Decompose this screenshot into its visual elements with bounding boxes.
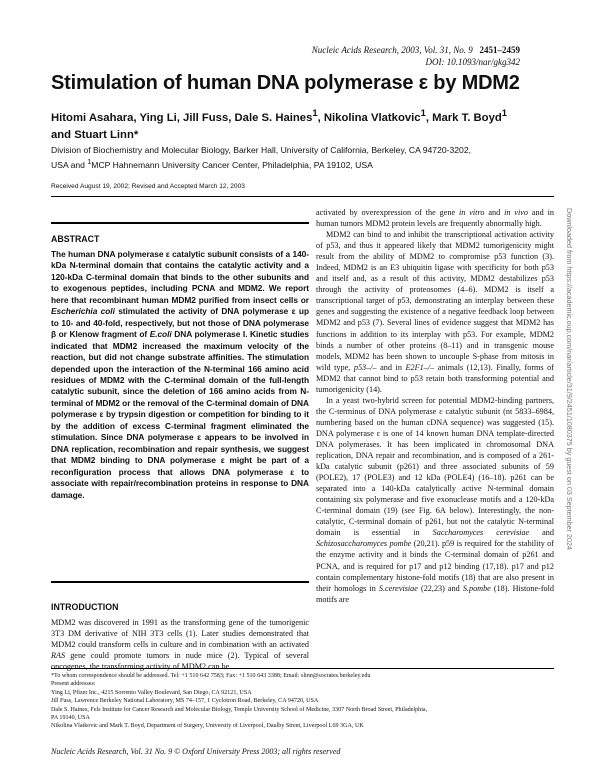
right-paragraph-3: In a yeast two-hybrid screen for potential MDM2-binding partners, the C-terminus of DNA polymerase ε catalytic subunit (nt 5833–6984, numbering based on the human cDNA sequence) was suggested (15). DNA polymerase ε is one of 14 known human DNA template-directed DNA polymerases. It has been implicated in chromosomal DNA replication, DNA repair and recombination, and is composed of a 261-kDa catalytic subunit (p261) and three associated subunits of 59 (POLE2), 17 (POLE3) and 12 kDa (POLE4) (16–18). p261 can be separated into a 140-kDa catalytically active N-terminal domain containing six polymerase and five exonuclease motifs and a 120-kDa C-terminal domain (19) (see Fig. 6A below). Interestingly, the non-catalytic, C-terminal domain of p261, but not the catalytic N-terminal domain is essential in Saccharomyces cerevisiae and Schizosaccharomyces pombe (20,21). p59 is required for the stability of the enzyme activity and it binds the C-terminal domain of p261 and PCNA, and is required for p17 and p12 binding (17,18). p17 and p12 contain complementary histone-fold motifs (18) that are also present in their homologs in S.cerevisiae (22,23) and S.pombe (18). Histone-fold motifs are xyxy=(316,395,555,604)
footnote-address: PA 19140, USA xyxy=(51,715,90,722)
author-sup: 1 xyxy=(420,107,426,118)
abstract-heading: ABSTRACT xyxy=(51,234,100,244)
authors-part-3: , Mark T. Boyd xyxy=(425,111,502,124)
affiliation-line-2b: MCP Hahnemann University Cancer Center, Philadelphia, PA 19102, USA xyxy=(91,159,373,170)
top-divider xyxy=(51,196,554,197)
authors-part-2: , Nikolina Vlatkovic xyxy=(317,111,421,124)
authors-part-1: Hitomi Asahara, Ying Li, Jill Fuss, Dale S. Haines xyxy=(51,111,313,124)
intro-text: gene could promote tumors in nude mice (2). Typical of several oncogenes, the transforming activity of MDM2 can be xyxy=(51,651,309,672)
journal-doi: DOI: 10.1093/nar/gkg342 xyxy=(425,57,520,67)
author-list xyxy=(51,104,551,144)
footnote-divider xyxy=(51,668,554,669)
right-paragraph-1: activated by overexpression of the gene in vitro and in vivo and in human tumors MDM2 protein levels are frequently abnormally high. xyxy=(316,208,554,229)
journal-pages: 2451–2459 xyxy=(479,45,520,55)
abstract-body xyxy=(51,249,309,501)
footnote-correspondence: *To whom correspondence should be addressed. Tel: +1 510 642 7583; Fax: +1 510 643 3388; Email: slinn@socrates.berkeley.edu xyxy=(51,673,371,679)
footnote-address: Ying Li, Pfizer Inc., 4215 Sorrento Valley Boulevard, San Diego, CA 92121, USA xyxy=(51,689,252,696)
abstract-rule-top xyxy=(51,222,309,224)
received-dates: Received August 19, 2002; Revised and Accepted March 12, 2003 xyxy=(51,183,245,190)
affiliation-sup: 1 xyxy=(87,157,92,166)
intro-italic: RAS xyxy=(51,651,66,661)
abstract-text: The human DNA polymerase ε catalytic subunit consists of a 140-kDa N-terminal domain that contains the catalytic activity and a 120-kDa C-terminal domain that binds to the other subunits and to exogenous peptides, including PCNA and MDM2. We report here that recombinant human MDM2 purified from insect cells or xyxy=(51,249,309,305)
right-paragraph-2: MDM2 can bind to and inhibit the transcriptional activation activity of p53, and thus it appeared likely that MDM2 tumorigenicity might result from the ability of MDM2 to compromise p53 function (3). Indeed, MDM2 is an E3 ubiquitin ligase with specificity for both p53 and itself and, as a result of this activity, MDM2 destabilizes p53 through the activity of proteosomes (4–6). MDM2 is itself a transcriptional target of p53, demonstrating an interplay between these genes and suggesting the existence of a negative feedback loop between MDM2 and p53 (7). Several lines of evidence suggest that MDM2 has functions in addition to its interplay with p53. For example, MDM2 binds a number of other proteins (8–11) and in transgenic mouse models, MDM2 has been shown to uncouple S-phase from mitosis in wild type, p53–/– and in E2F1–/– animals (12,13). Finally, forms of MDM2 that cannot bind to p53 retain both transforming potential and tumorigenicity (14). xyxy=(316,230,554,394)
introduction-heading: INTRODUCTION xyxy=(51,602,119,612)
journal-header xyxy=(312,44,520,68)
footnotes xyxy=(51,672,554,731)
download-watermark: Downloaded from https://academic.oup.com/nar/article/31/9/2451/1080375 by guest on 03 September 2024 xyxy=(565,208,574,551)
footnote-address: Dale S. Haines, Fels Institute for Cancer Research and Molecular Biology, Temple University School of Medicine, 3307 North Broad Street, Philadelphia, xyxy=(51,706,428,713)
author-sup: 1 xyxy=(312,107,318,118)
journal-citation: Nucleic Acids Research, 2003, Vol. 31, No. 9 xyxy=(311,45,473,55)
footnote-address: Jill Fuss, Lawrence Berkeley National Laboratory, MS 74–157, 1 Cyclotron Road, Berkeley, CA 94720, USA xyxy=(51,698,319,705)
authors-part-4: and Stuart Linn* xyxy=(51,128,139,141)
author-sup: 1 xyxy=(501,107,508,118)
affiliation-line-1: Division of Biochemistry and Molecular Biology, Barker Hall, University of California, Berkeley, CA 94720-3202, xyxy=(51,145,472,155)
abstract-text: DNA polymerase I. Kinetic studies indicated that MDM2 increased the maximum velocity of the reaction, but did not change substrate affinities. The stimulation depended upon the interaction of the N-terminal 166 amino acid residues of MDM2 with the C-terminal domain of the full-length catalytic subunit, since the deletion of 166 amino acids from N-terminal of MDM2 or the removal of the C-terminal domain of DNA polymerase ε by trypsin digestion or competition for binding to it by the addition of excess C-terminal fragment eliminated the stimulation. Since DNA polymerase ε appears to be involved in DNA replication, recombination and repair synthesis, we suggest that MDM2 binding to DNA polymerase ε might be part of a reconfiguration process that allows DNA polymerase ε to associate with repair/recombination proteins in response to DNA damage. xyxy=(51,329,309,500)
abstract-rule-bottom xyxy=(51,581,309,583)
right-column-body xyxy=(316,207,554,605)
abstract-italic: E.coli xyxy=(149,329,172,340)
paper-title: Stimulation of human DNA polymerase ε by MDM2 xyxy=(51,72,520,94)
footnote-address: Nikolina Vlatkovic and Mark T. Boyd, Department of Surgery, University of Liverpool, Daulby Street, Liverpool L69 3GA, UK xyxy=(51,723,364,730)
abstract-text: stimulated the activity of DNA polymerase ε up to 10- and 40-fold, respectively, but not those of DNA polymerase β or Klenow fragment of xyxy=(51,306,309,340)
introduction-body xyxy=(51,617,309,672)
intro-text: MDM2 was discovered in 1991 as the transforming gene of the tumorigenic 3T3 DM derivative of NIH 3T3 cells (1). Later studies demonstrated that MDM2 could transform cells in culture and in combination with an activated xyxy=(51,618,309,650)
abstract-italic: Escherichia coli xyxy=(51,306,115,317)
footnote-present-addresses: Present addresses: xyxy=(51,681,96,688)
page-footer: Nucleic Acids Research, Vol. 31 No. 9 © Oxford University Press 2003; all rights reserved xyxy=(51,747,341,756)
affiliation-line-2a: USA and xyxy=(51,159,88,170)
affiliations xyxy=(51,145,551,171)
